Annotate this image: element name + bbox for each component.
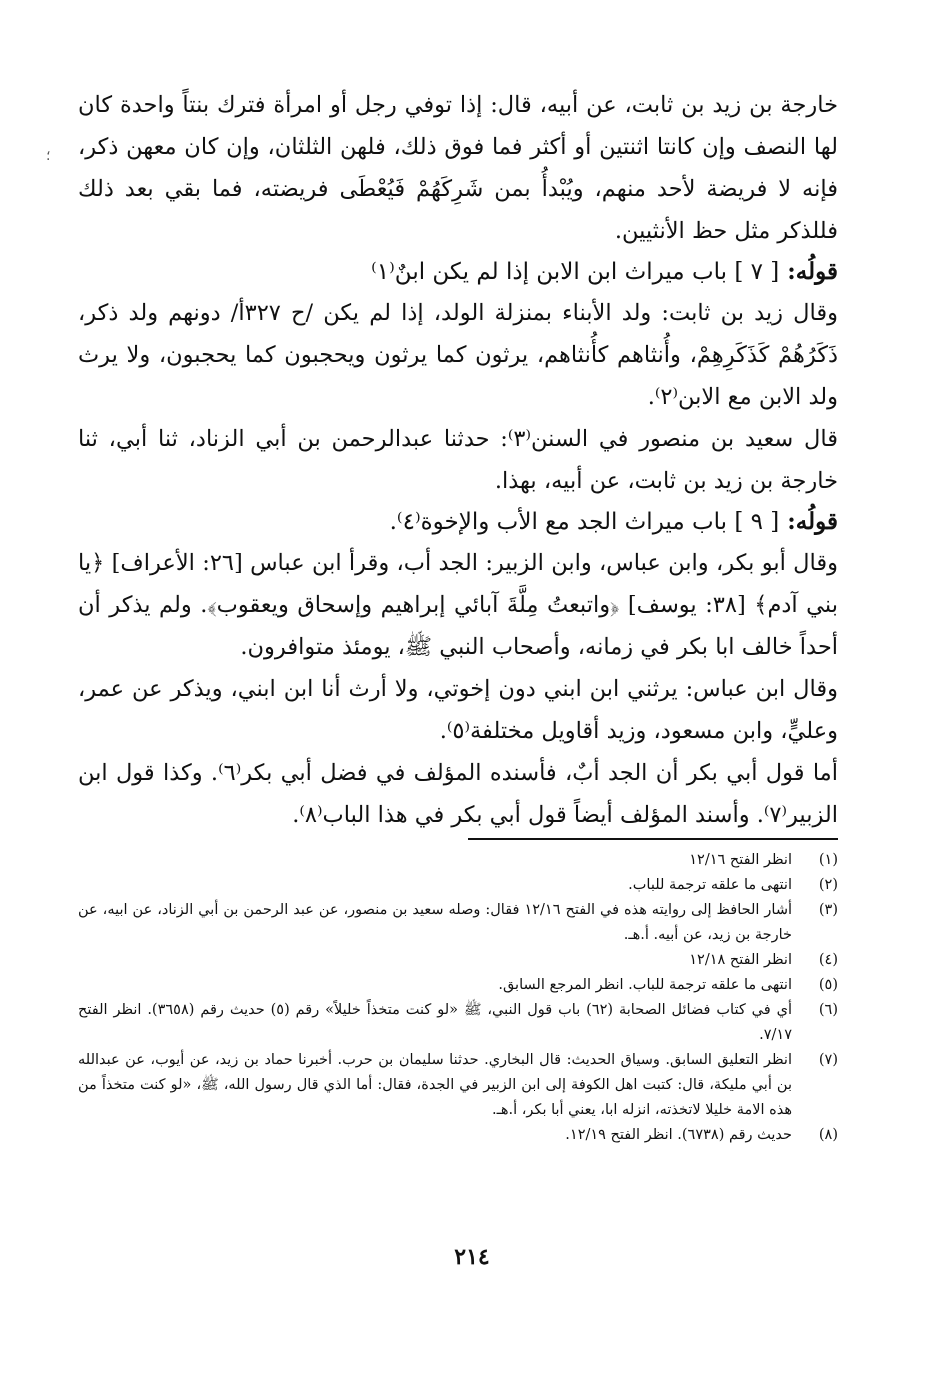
footnote-number: (١) [818,852,838,868]
footnote-number: (٦) [818,1002,838,1018]
footnote-text: انتهى ما علقه ترجمة للباب. [628,877,792,893]
paragraph-1: خارجة بن زيد بن ثابت، عن أبيه، قال: إذا توفي رجل أو امرأة فترك بنتاً واحدة كان لها النصف وإن كانتا اثنتين أو أكثر فما فوق ذلك، فلهن الثلثان، وإن كان معهن ذكر، فإنه لا فريضة لأحد منهم، ويُبْدأُ بمن شَرِكَهُمْ فَيُعْطَى فريضته، فما بقي بعد ذلك فللذكر مثل حظ الأنثيين. [78,92,838,244]
section-heading-9 [78,502,838,542]
footnotes [78,848,838,1148]
section-heading-7 [78,252,838,292]
paragraph-6: أما قول أبي بكر أن الجد أبٌ، فأسنده المؤلف في فضل أبي بكر⁽٦⁾. وكذا قول ابن الزبير⁽٧⁾. وأسند المؤلف أيضاً قول أبي بكر في هذا الباب⁽٨⁾. [78,760,838,828]
paragraph-2: وقال زيد بن ثابت: ولد الأبناء بمنزلة الولد، إذا لم يكن /ح ٣٢٧أ/ دونهم ولد ذكر، ذَكَرُهُمْ كَذَكَرِهِمْ، وأُنثاهم كأُنثاهم، يرثون كما يرثون ويحجبون كما يحجبون، ولا يرث ولد الابن مع الابن⁽٢⁾. [78,300,838,410]
footnote-number: (٨) [818,1127,838,1143]
footnote [78,973,838,998]
footnote [78,998,838,1048]
footnote-text: حديث رقم (٦٧٣٨). انظر الفتح ١٢/١٩. [565,1127,792,1143]
footnote-text: أشار الحافظ إلى روايته هذه في الفتح ١٢/١٦ فقال: وصله سعيد بن منصور، عن عبد الرحمن بن أبي الزناد، عن ابيه، عن خارجة بن زيد، عن أبيه. أ.هـ. [78,902,793,943]
paragraph-5: وقال ابن عباس: يرثني ابن ابني دون إخوتي، ولا أرث أنا ابن ابني، ويذكر عن عمر، وعليٍّ، وابن مسعود، وزيد أقاويل مختلفة⁽٥⁾. [78,676,838,744]
footnote-separator [468,838,838,840]
page-body [78,84,838,1148]
paragraph-4: وقال أبو بكر، وابن عباس، وابن الزبير: الجد أب، وقرأ ابن عباس [٢٦: الأعراف] ﴿يا بني آدم﴾ [٣٨: يوسف] ﴿واتبعتُ مِلَّةَ آبائي إبراهيم وإسحاق ويعقوب﴾. ولم يذكر أن أحداً خالف ابا بكر في زمانه، وأصحاب النبي ﷺ، يومئذ متوافرون. [78,550,838,660]
heading-label: قولُه: [787,258,838,285]
page-number: ٢١٤ [454,1244,490,1270]
footnote [78,1048,838,1123]
footnote [78,848,838,873]
footnote [78,873,838,898]
margin-mark: ؛ [46,148,51,164]
footnote-number: (٣) [818,902,838,918]
footnote-number: (٤) [818,952,838,968]
footnote-number: (٧) [818,1052,838,1068]
footnote-text: انظر الفتح ١٢/١٨ [689,952,792,968]
heading-text: [ ٧ ] باب ميراث ابن الابن إذا لم يكن ابنٌ⁽١⁾ [371,259,780,285]
footnote-text: أي في كتاب فضائل الصحابة (٦٢) باب قول النبي، ﷺ «لو كنت متخذاً خليلاً» رقم (٥) حديث رقم (٣٦٥٨). انظر الفتح ٧/١٧. [78,1002,792,1043]
footnote-text: انظر الفتح ١٢/١٦ [689,852,792,868]
footnote [78,948,838,973]
footnote-number: (٥) [818,977,838,993]
footnote [78,1123,838,1148]
heading-label: قولُه: [787,508,838,535]
footnote [78,898,838,948]
paragraph-3: قال سعيد بن منصور في السنن⁽٣⁾: حدثنا عبدالرحمن بن أبي الزناد، ثنا أبي، ثنا خارجة بن زيد بن ثابت، عن أبيه، بهذا. [78,426,839,494]
footnote-number: (٢) [818,877,838,893]
heading-text: [ ٩ ] باب ميراث الجد مع الأب والإخوة⁽٤⁾. [389,509,780,535]
footnote-text: انتهى ما علقه ترجمة للباب. انظر المرجع السابق. [498,977,792,993]
footnote-text: انظر التعليق السابق. وسياق الحديث: قال البخاري. حدثنا سليمان بن حرب. أخبرنا حماد بن زيد، عن أيوب، عن عبدالله بن أبي مليكة، قال: كتبت اهل الكوفة إلى ابن الزبير في الجدة، فقال: أما الذي قال رسول الله، ﷺ، «لو كنت متخذاً من هذه الامة خليلا لاتخذته، انزله ابا، يعني أبا بكر، أ.هـ. [78,1052,792,1118]
